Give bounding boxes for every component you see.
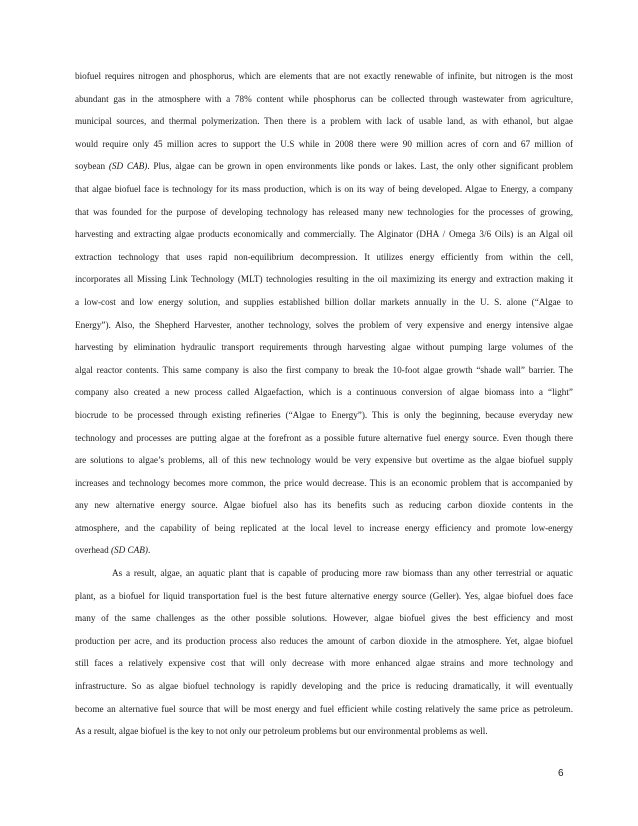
text-line: Energy”). Also, the Shepherd Harvester, another technology, solves the problem of very expensive and energy intensive algae — [75, 319, 573, 330]
text-line: plant, as a biofuel for liquid transportation fuel is the best future alternative energy source (Geller). Yes, algae biofuel does face — [75, 590, 573, 601]
text-segment: soybean — [75, 161, 109, 172]
text-line: many of the same challenges as the other possible solutions. However, algae biofuel gives the best efficiency and most — [75, 613, 573, 624]
text-line: technology and processes are putting algae at the forefront as a possible future alternative fuel energy source. Even though there — [75, 432, 573, 443]
text-line: company also created a new process called Algaefaction, which is a continuous conversion of algae biomass into a “light” — [75, 387, 573, 398]
text-line: a low-cost and low energy solution, and supplies established billion dollar markets annually in the U. S. alone (“Algae to — [75, 296, 573, 307]
text-line — [75, 159, 573, 182]
citation: (SD CAB) — [108, 161, 148, 172]
text-segment: . — [147, 545, 151, 556]
text-line: that algae biofuel face is technology for its mass production, which is on its way of being developed. Algae to Energy, a company — [75, 183, 573, 194]
text-line: would require only 45 million acres to support the U.S while in 2008 there were 90 million acres of corn and 67 million of — [75, 138, 573, 149]
text-line: harvesting by elimination hydraulic transport requirements through harvesting algae without pumping large volumes of the — [75, 342, 573, 353]
text-line: harvesting and extracting algae products economically and commercially. The Alginator (DHA / Omega 3/6 Oils) is an Algal oil — [75, 229, 573, 240]
text-line: municipal sources, and thermal polymerization. Then there is a problem with lack of usable land, as with ethanol, but algae — [75, 116, 573, 127]
text-line — [75, 543, 573, 566]
text-line: As a result, algae, an aquatic plant that is capable of producing more raw biomass than any other terrestrial or aquatic — [112, 568, 573, 579]
text-line: production per acre, and its production process also reduces the amount of carbon dioxide in the atmosphere. Yet, algae biofuel — [75, 635, 573, 646]
text-line: biofuel requires nitrogen and phosphorus, which are elements that are not exactly renewable of infinite, but nitrogen is the most — [75, 71, 573, 81]
text-line: As a result, algae biofuel is the key to not only our petroleum problems but our environmental problems as well. — [75, 726, 488, 737]
text-line: infrastructure. So as algae biofuel technology is rapidly developing and the price is reducing dramatically, it will eventually — [75, 681, 573, 692]
text-line: abundant gas in the atmosphere with a 78% content while phosphorus can be collected through wastewater from agriculture, — [75, 93, 573, 104]
citation: (SD CAB) — [110, 545, 148, 556]
text-line: that was founded for the purpose of developing technology has released many new technologies for the processes of growing, — [75, 206, 573, 217]
text-line: incorporates all Missing Link Technology (MLT) technologies resulting in the oil maximizing its energy and extraction making it — [75, 274, 573, 285]
document-body — [75, 69, 573, 747]
paragraph-2 — [75, 566, 573, 747]
text-line: still faces a relatively expensive cost that will only decrease with more enhanced algae strains and more technology and — [75, 658, 573, 669]
text-line: any new alternative energy source. Algae biofuel also has its benefits such as reducing carbon dioxide contents in the — [75, 500, 573, 511]
text-line: biocrude to be processed through existing refineries (“Algae to Energy”). This is only the beginning, because everyday new — [75, 409, 573, 420]
text-line: increases and technology becomes more common, the price would decrease. This is an economic problem that is accompanied by — [75, 477, 573, 488]
text-line: algal reactor contents. This same company is also the first company to break the 10-foot algae growth “shade wall” barrier. The — [75, 364, 573, 375]
text-line: become an alternative fuel source that will be most energy and fuel efficient while costing relatively the same price as petroleum. — [75, 703, 573, 714]
text-line: atmosphere, and the capability of being replicated at the local level to increase energy efficiency and promote low-energy — [75, 522, 573, 533]
text-segment: . Plus, algae can be grown in open environments like ponds or lakes. Last, the only other significant problem — [147, 161, 573, 172]
paragraph-1 — [75, 69, 573, 566]
text-line: are solutions to algae’s problems, all of this new technology would be very expensive but overtime as the algae biofuel supply — [75, 455, 573, 466]
page-number: 6 — [558, 768, 564, 779]
text-line: extraction technology that uses rapid non-equilibrium decompression. It utilizes energy efficiently from within the cell, — [75, 251, 573, 262]
text-segment: overhead — [75, 545, 111, 556]
